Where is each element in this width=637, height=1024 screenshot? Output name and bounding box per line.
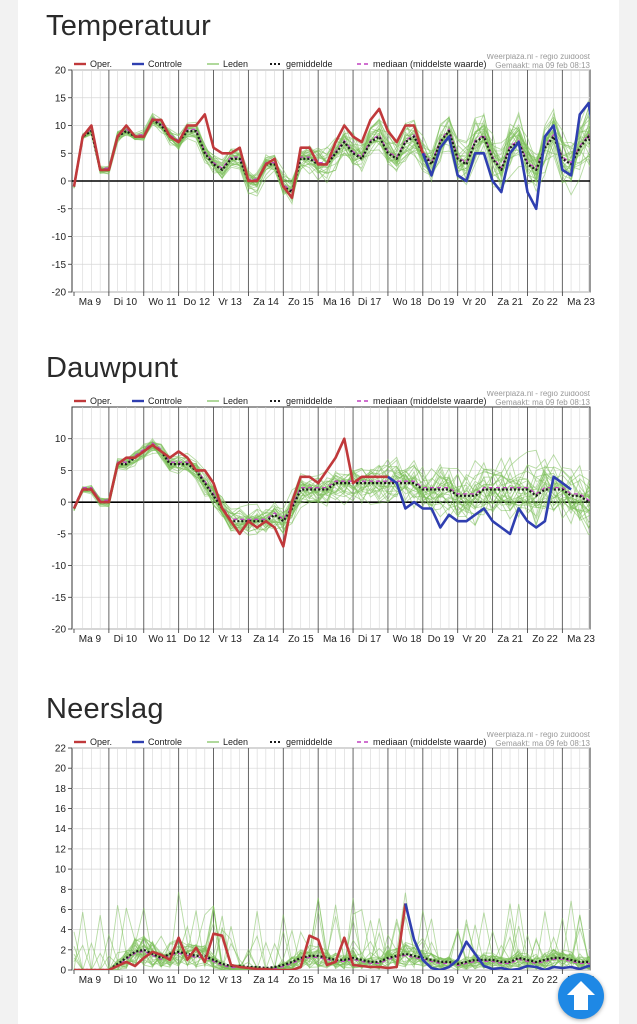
x-tick-label: Za 14 [253, 634, 279, 645]
legend-label: gemiddelde [286, 737, 333, 747]
x-tick-label: Di 17 [357, 634, 382, 645]
y-tick-label: 0 [60, 176, 66, 188]
legend [74, 737, 487, 747]
x-tick-label: Ma 23 [567, 297, 595, 308]
legend-label: Leden [223, 396, 249, 406]
x-tick-label: Ma 23 [567, 634, 595, 645]
y-tick-label: 16 [54, 804, 66, 816]
chart-source: Weerplaza.nl - regio zuidoost [486, 54, 590, 61]
x-tick-label: Ma 9 [78, 297, 102, 308]
x-tick-label: Ma 16 [322, 975, 351, 986]
x-tick-label: Di 10 [113, 975, 138, 986]
x-tick-label: Di 10 [113, 297, 138, 308]
x-tick-label: Zo 15 [288, 297, 314, 308]
x-tick-label: Za 14 [253, 297, 279, 308]
y-tick-label: 8 [60, 884, 66, 896]
x-tick-label: Vr 20 [462, 975, 487, 986]
x-tick-label: Wo 18 [392, 297, 422, 308]
y-tick-label: 22 [54, 743, 66, 755]
legend-label: gemiddelde [286, 396, 333, 406]
x-tick-label: Zo 15 [288, 975, 314, 986]
y-tick-label: 4 [60, 925, 66, 937]
y-tick-label: -15 [51, 259, 66, 271]
chart-neerslag [46, 732, 595, 990]
x-tick-label: Vr 20 [462, 297, 487, 308]
legend [74, 59, 487, 69]
legend-label: Leden [223, 59, 249, 69]
x-tick-label: Zo 22 [532, 634, 558, 645]
x-tick-label: Zo 22 [532, 297, 558, 308]
legend-label: Controle [148, 396, 183, 406]
x-tick-label: Ma 9 [78, 634, 102, 645]
y-tick-label: 20 [54, 763, 66, 775]
x-tick-label: Zo 22 [532, 975, 558, 986]
x-tick-label: Wo 11 [148, 975, 177, 986]
x-tick-label: Vr 13 [218, 634, 242, 645]
x-tick-label: Zo 15 [288, 634, 314, 645]
legend-label: gemiddelde [286, 59, 333, 69]
x-tick-label: Za 21 [497, 975, 523, 986]
chart-timestamp: Gemaakt: ma 09 feb 08:13 [495, 61, 590, 70]
x-tick-label: Ma 9 [78, 975, 102, 986]
legend-label: mediaan (middelste waarde) [373, 59, 487, 69]
legend-label: Oper. [90, 59, 113, 69]
y-tick-label: -5 [57, 204, 66, 216]
y-tick-label: 20 [54, 65, 66, 77]
x-tick-label: Wo 11 [148, 634, 177, 645]
y-tick-label: 14 [54, 824, 66, 836]
x-tick-label: Wo 11 [148, 297, 177, 308]
y-tick-label: 5 [60, 465, 66, 477]
x-tick-label: Di 17 [357, 297, 382, 308]
x-tick-label: Wo 18 [392, 634, 422, 645]
y-tick-label: 12 [54, 844, 66, 856]
x-tick-label: Do 19 [427, 634, 455, 645]
y-tick-label: 10 [54, 121, 66, 132]
chart-dauwpunt [46, 391, 595, 649]
legend-label: Oper. [90, 737, 113, 747]
title-dauwpunt: Dauwpunt [46, 352, 179, 384]
y-tick-label: -20 [51, 287, 66, 299]
x-tick-label: Do 12 [183, 297, 211, 308]
y-tick-label: 0 [60, 497, 66, 509]
y-tick-label: 5 [60, 148, 66, 160]
legend-label: mediaan (middelste waarde) [373, 737, 487, 747]
y-tick-label: 10 [54, 434, 66, 446]
title-temperatuur: Temperatuur [46, 10, 211, 42]
x-tick-label: Vr 13 [218, 297, 242, 308]
y-tick-label: 6 [60, 904, 66, 916]
x-tick-label: Za 14 [253, 975, 279, 986]
x-tick-label: Do 12 [183, 975, 211, 986]
y-tick-label: 18 [54, 783, 66, 795]
legend-label: mediaan (middelste waarde) [373, 396, 487, 406]
chart-timestamp: Gemaakt: ma 09 feb 08:13 [495, 398, 590, 407]
legend-label: Controle [148, 737, 183, 747]
plot-area [72, 407, 590, 629]
chart-temperatuur [46, 54, 595, 312]
x-tick-label: Do 12 [183, 634, 211, 645]
chart-source: Weerplaza.nl - regio zuidoost [486, 732, 590, 739]
x-tick-label: Vr 13 [218, 975, 242, 986]
arrow-up-icon [558, 973, 604, 1019]
x-tick-label: Di 10 [113, 634, 138, 645]
y-tick-label: 2 [60, 945, 66, 957]
x-tick-label: Di 17 [357, 975, 382, 986]
legend-label: Leden [223, 737, 249, 747]
x-tick-label: Wo 18 [392, 975, 422, 986]
x-tick-label: Do 19 [427, 297, 455, 308]
x-tick-label: Za 21 [497, 634, 523, 645]
y-tick-label: 0 [60, 965, 66, 977]
y-tick-label: -15 [51, 592, 66, 604]
chart-source: Weerplaza.nl - regio zuidoost [486, 391, 590, 398]
y-tick-label: -10 [51, 561, 66, 573]
legend-label: Controle [148, 59, 183, 69]
y-tick-label: -10 [51, 232, 66, 243]
y-tick-label: -20 [51, 624, 66, 636]
y-tick-label: 15 [54, 93, 66, 105]
legend-label: Oper. [90, 396, 113, 406]
y-tick-label: -5 [57, 529, 66, 541]
x-tick-label: Ma 16 [322, 297, 351, 308]
title-neerslag: Neerslag [46, 693, 164, 725]
scroll-to-top-button[interactable] [558, 973, 604, 1019]
chart-timestamp: Gemaakt: ma 09 feb 08:13 [495, 739, 590, 748]
x-tick-label: Ma 16 [322, 634, 351, 645]
x-tick-label: Vr 20 [462, 634, 487, 645]
y-tick-label: 10 [54, 864, 66, 876]
x-tick-label: Do 19 [427, 975, 455, 986]
x-tick-label: Za 21 [497, 297, 523, 308]
legend [74, 396, 487, 406]
